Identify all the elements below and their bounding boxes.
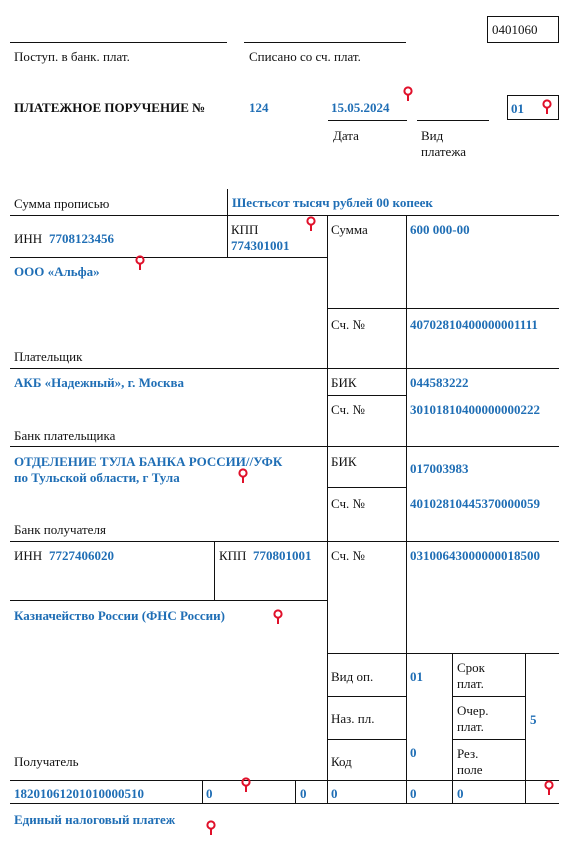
tax-period[interactable]: 0 [331, 786, 338, 801]
payer-bank-label: Банк плательщика [14, 428, 116, 443]
code-label: Код [331, 754, 352, 769]
payer-bank-name[interactable]: АКБ «Надежный», г. Москва [14, 375, 184, 390]
op-type-label: Вид оп. [331, 669, 374, 684]
op-type[interactable]: 01 [410, 669, 423, 684]
payment-number[interactable]: 124 [249, 100, 269, 115]
sum-label: Сумма [331, 222, 368, 237]
payee-bank-label: Банк получателя [14, 522, 106, 537]
map-pin-icon[interactable] [237, 468, 249, 484]
reserve-label-line1: Рез. [457, 746, 479, 761]
reserve-label [457, 746, 483, 778]
payee-bank-name-line2[interactable]: по Тульской области, г Тула [14, 470, 180, 485]
payee-account[interactable]: 03100643000000018500 [410, 548, 540, 563]
document-title: ПЛАТЕЖНОЕ ПОРУЧЕНИЕ № [14, 100, 206, 115]
payment-type-label-line1: Вид [421, 128, 444, 143]
debited-label: Списано со сч. плат. [249, 49, 361, 64]
kbk[interactable]: 18201061201010000510 [14, 786, 144, 801]
amount-words-label: Сумма прописью [14, 196, 110, 211]
payment-type-label-line2: платежа [421, 144, 467, 159]
order-label [457, 703, 488, 735]
payee-inn[interactable]: 7727406020 [49, 548, 114, 563]
payment-sum[interactable]: 600 000-00 [410, 222, 470, 237]
map-pin-icon[interactable] [402, 86, 414, 102]
payer-status[interactable]: 01 [511, 101, 524, 116]
map-pin-icon[interactable] [134, 255, 146, 271]
payer-bank-bik[interactable]: 044583222 [410, 375, 469, 390]
payee-account-label: Сч. № [331, 548, 365, 563]
map-pin-icon[interactable] [205, 820, 217, 836]
payer-bank-bik-label: БИК [331, 375, 357, 390]
payer-bank-account[interactable]: 30101810400000000222 [410, 402, 540, 417]
term-label-line1: Срок [457, 660, 485, 675]
payee-bank-account-label: Сч. № [331, 496, 365, 511]
doc-date[interactable]: 0 [457, 786, 464, 801]
payer-kpp-label: КПП [231, 222, 259, 237]
map-pin-icon[interactable] [541, 99, 553, 115]
payee-name[interactable]: Казначейство России (ФНС России) [14, 608, 225, 623]
term-label [457, 660, 485, 692]
payer-name[interactable]: ООО «Альфа» [14, 264, 100, 279]
map-pin-icon[interactable] [305, 216, 317, 232]
payee-bank-account[interactable]: 40102810445370000059 [410, 496, 540, 511]
form-code: 0401060 [492, 22, 538, 37]
map-pin-icon[interactable] [543, 780, 555, 796]
reserve-label-line2: поле [457, 762, 483, 777]
payer-label: Плательщик [14, 349, 83, 364]
payee-bank-bik-label: БИК [331, 454, 357, 469]
payer-account[interactable]: 40702810400000001111 [410, 317, 538, 332]
doc-number[interactable]: 0 [410, 786, 417, 801]
order-label-line1: Очер. [457, 703, 489, 718]
oktmo[interactable]: 0 [206, 786, 213, 801]
payer-account-label: Сч. № [331, 317, 365, 332]
payment-purpose[interactable]: Единый налоговый платеж [14, 812, 176, 827]
payer-inn-label: ИНН [14, 231, 43, 246]
tax-basis[interactable]: 0 [300, 786, 307, 801]
order-label-line2: плат. [457, 719, 484, 734]
payee-inn-label: ИНН [14, 548, 43, 563]
payment-type-label [421, 128, 466, 160]
received-label: Поступ. в банк. плат. [14, 49, 130, 64]
map-pin-icon[interactable] [240, 777, 252, 793]
payer-inn[interactable]: 7708123456 [49, 231, 114, 246]
amount-words[interactable]: Шестьсот тысяч рублей 00 копеек [232, 195, 433, 210]
code-value[interactable]: 0 [410, 745, 417, 760]
payer-bank-account-label: Сч. № [331, 402, 365, 417]
payment-date[interactable]: 15.05.2024 [331, 100, 390, 115]
payee-bank-name-line1[interactable]: ОТДЕЛЕНИЕ ТУЛА БАНКА РОССИИ//УФК [14, 454, 283, 469]
payee-bank-bik[interactable]: 017003983 [410, 461, 469, 476]
term-label-line2: плат. [457, 676, 484, 691]
payment-order[interactable]: 5 [530, 712, 537, 727]
date-label: Дата [333, 128, 359, 143]
payee-label: Получатель [14, 754, 79, 769]
purpose-code-label: Наз. пл. [331, 711, 375, 726]
map-pin-icon[interactable] [272, 609, 284, 625]
payee-kpp[interactable]: 770801001 [253, 548, 312, 563]
payer-kpp[interactable]: 774301001 [231, 238, 290, 253]
payee-kpp-label: КПП [219, 548, 247, 563]
